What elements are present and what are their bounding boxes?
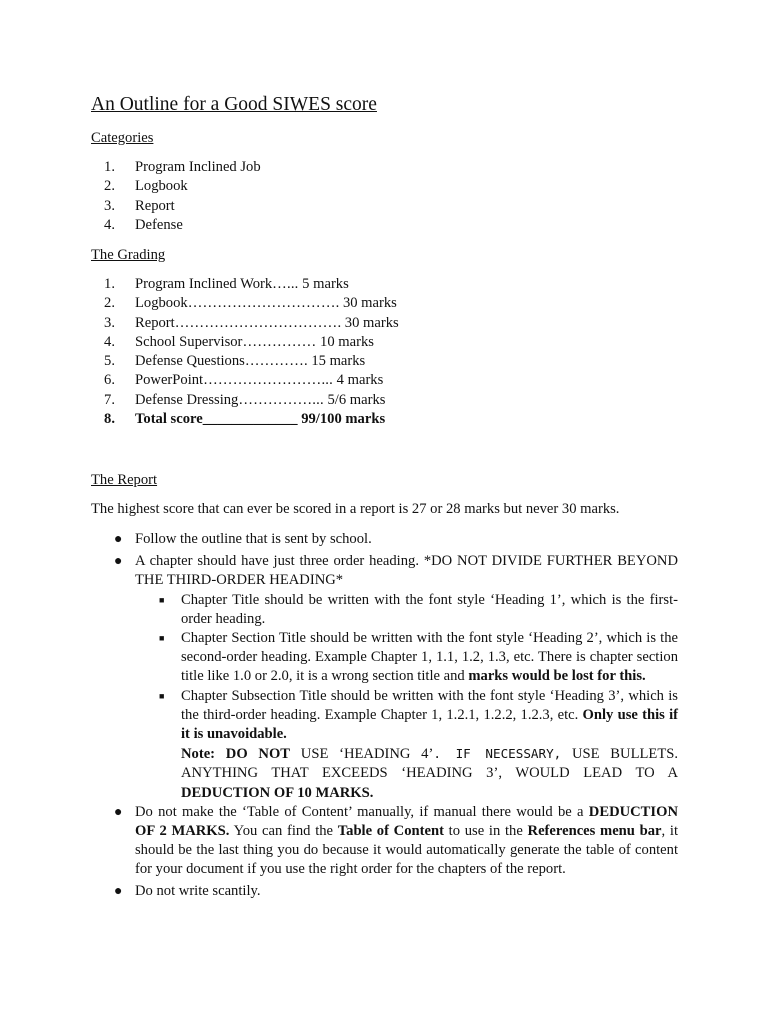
document-title: An Outline for a Good SIWES score: [91, 94, 377, 115]
document-page: An Outline for a Good SIWES score Categories 1. Program Inclined Job 2. Logbook 3. Report 4. Defense The Grading 1. Program Inclined Work…... 5 marks 2. Logbook…………………………. 30 marks 3. Report……………………………. 30 marks 4. School Supervisor…………… 10 marks 5. Defense Questions…………. 15 marks 6. PowerPoint……………………... 4 marks 7. Defense Dressing……………... 5/6 marks 8. Total score_____________ 99/100 marks The Report The highest score that can ever be scored in a report is 27 or 28 marks but never 30 marks. ● Follow the outline that is sent by school. ● A chapter should have just three order heading. *DO NOT DIVIDE FURTHER BEYOND THE THIRD-ORDER HEADING* ■ Chapter Title should be written with the font style ‘Heading 1’, which is the first-order heading. ■ Chapter Section Title should be written with the font style ‘Heading 2’, which is the second-order heading. Example Chapter 1, 1.1, 1.2, 1.3, etc. There is chapter section title like 1.0 or 2.0, it is a wrong section title and marks would be lost for this. ■ Chapter Subsection Title should be written with the font style ‘Heading 3’, which is the third-order heading. Example Chapter 1, 1.2.1, 1.2.2, 1.2.3, etc. Only use this if it is unavoidable. Note: DO NOT USE ‘HEADING 4’. IF NECESSARY, USE BULLETS. ANYTHING THAT EXCEEDS ‘HEADING 3’, WOULD LEAD TO A DEDUCTION OF 10 MARKS. ● Do not make the ‘Table of Content’ manually, if manual there would be a DEDUCTION OF 2 MARKS. You can find the Table of Content to use in the References menu bar, it should be the last thing you do because it would automatically generate the table of content for your document if you use the right order for the chapters of the report. ● Do not write scantily.: [0, 0, 768, 1024]
categories-heading: Categories: [91, 130, 154, 146]
list-item: ● Do not make the ‘Table of Content’ manually, if manual there would be a DEDUCTION OF 2 MARKS. You can find the Table of Content to use in the References menu bar, it should be the last thing you do because it would automatically generate the table of content for your document if you use the right order for the chapters of the report.: [114, 803, 679, 878]
sub-list-item: ■ Chapter Section Title should be written with the font style ‘Heading 2’, which is the second-order heading. Example Chapter 1, 1.1, 1.2, 1.3, etc. There is chapter section title like 1.0 or 2.0, it is a wrong section title and marks would be lost for this.: [159, 630, 678, 685]
report-intro: The highest score that can ever be scored in a report is 27 or 28 marks but never 30 marks.: [91, 501, 620, 517]
list-item: ● A chapter should have just three order heading. *DO NOT DIVIDE FURTHER BEYOND THE THIRD-ORDER HEADING*: [114, 553, 678, 589]
bullet-icon: ●: [114, 804, 123, 820]
report-bullets: [0, 530, 768, 901]
note-paragraph: Note: DO NOT USE ‘HEADING 4’. IF NECESSARY, USE BULLETS. ANYTHING THAT EXCEEDS ‘HEADING 3’, WOULD LEAD TO A DEDUCTION OF 10 MARKS.: [181, 746, 678, 801]
list-item: ● Do not write scantily.: [0, 882, 678, 901]
report-heading: The Report: [91, 472, 158, 488]
list-item: ● Follow the outline that is sent by school.: [0, 530, 678, 549]
square-bullet-icon: ■: [159, 633, 165, 644]
square-bullet-icon: ■: [159, 594, 165, 605]
bullet-icon: ●: [114, 554, 123, 570]
bullet-icon: ●: [114, 532, 123, 547]
sub-list-item: ■ Chapter Subsection Title should be written with the font style ‘Heading 3’, which is the third-order heading. Example Chapter 1, 1.2.1, 1.2.2, 1.2.3, etc. Only use this if it is unavoidable.: [159, 687, 678, 743]
grading-heading: The Grading: [91, 247, 166, 263]
square-bullet-icon: ■: [159, 690, 165, 701]
bullet-icon: ●: [114, 883, 123, 899]
sub-list-item: ■ Chapter Title should be written with the font style ‘Heading 1’, which is the first-order heading.: [159, 591, 678, 627]
